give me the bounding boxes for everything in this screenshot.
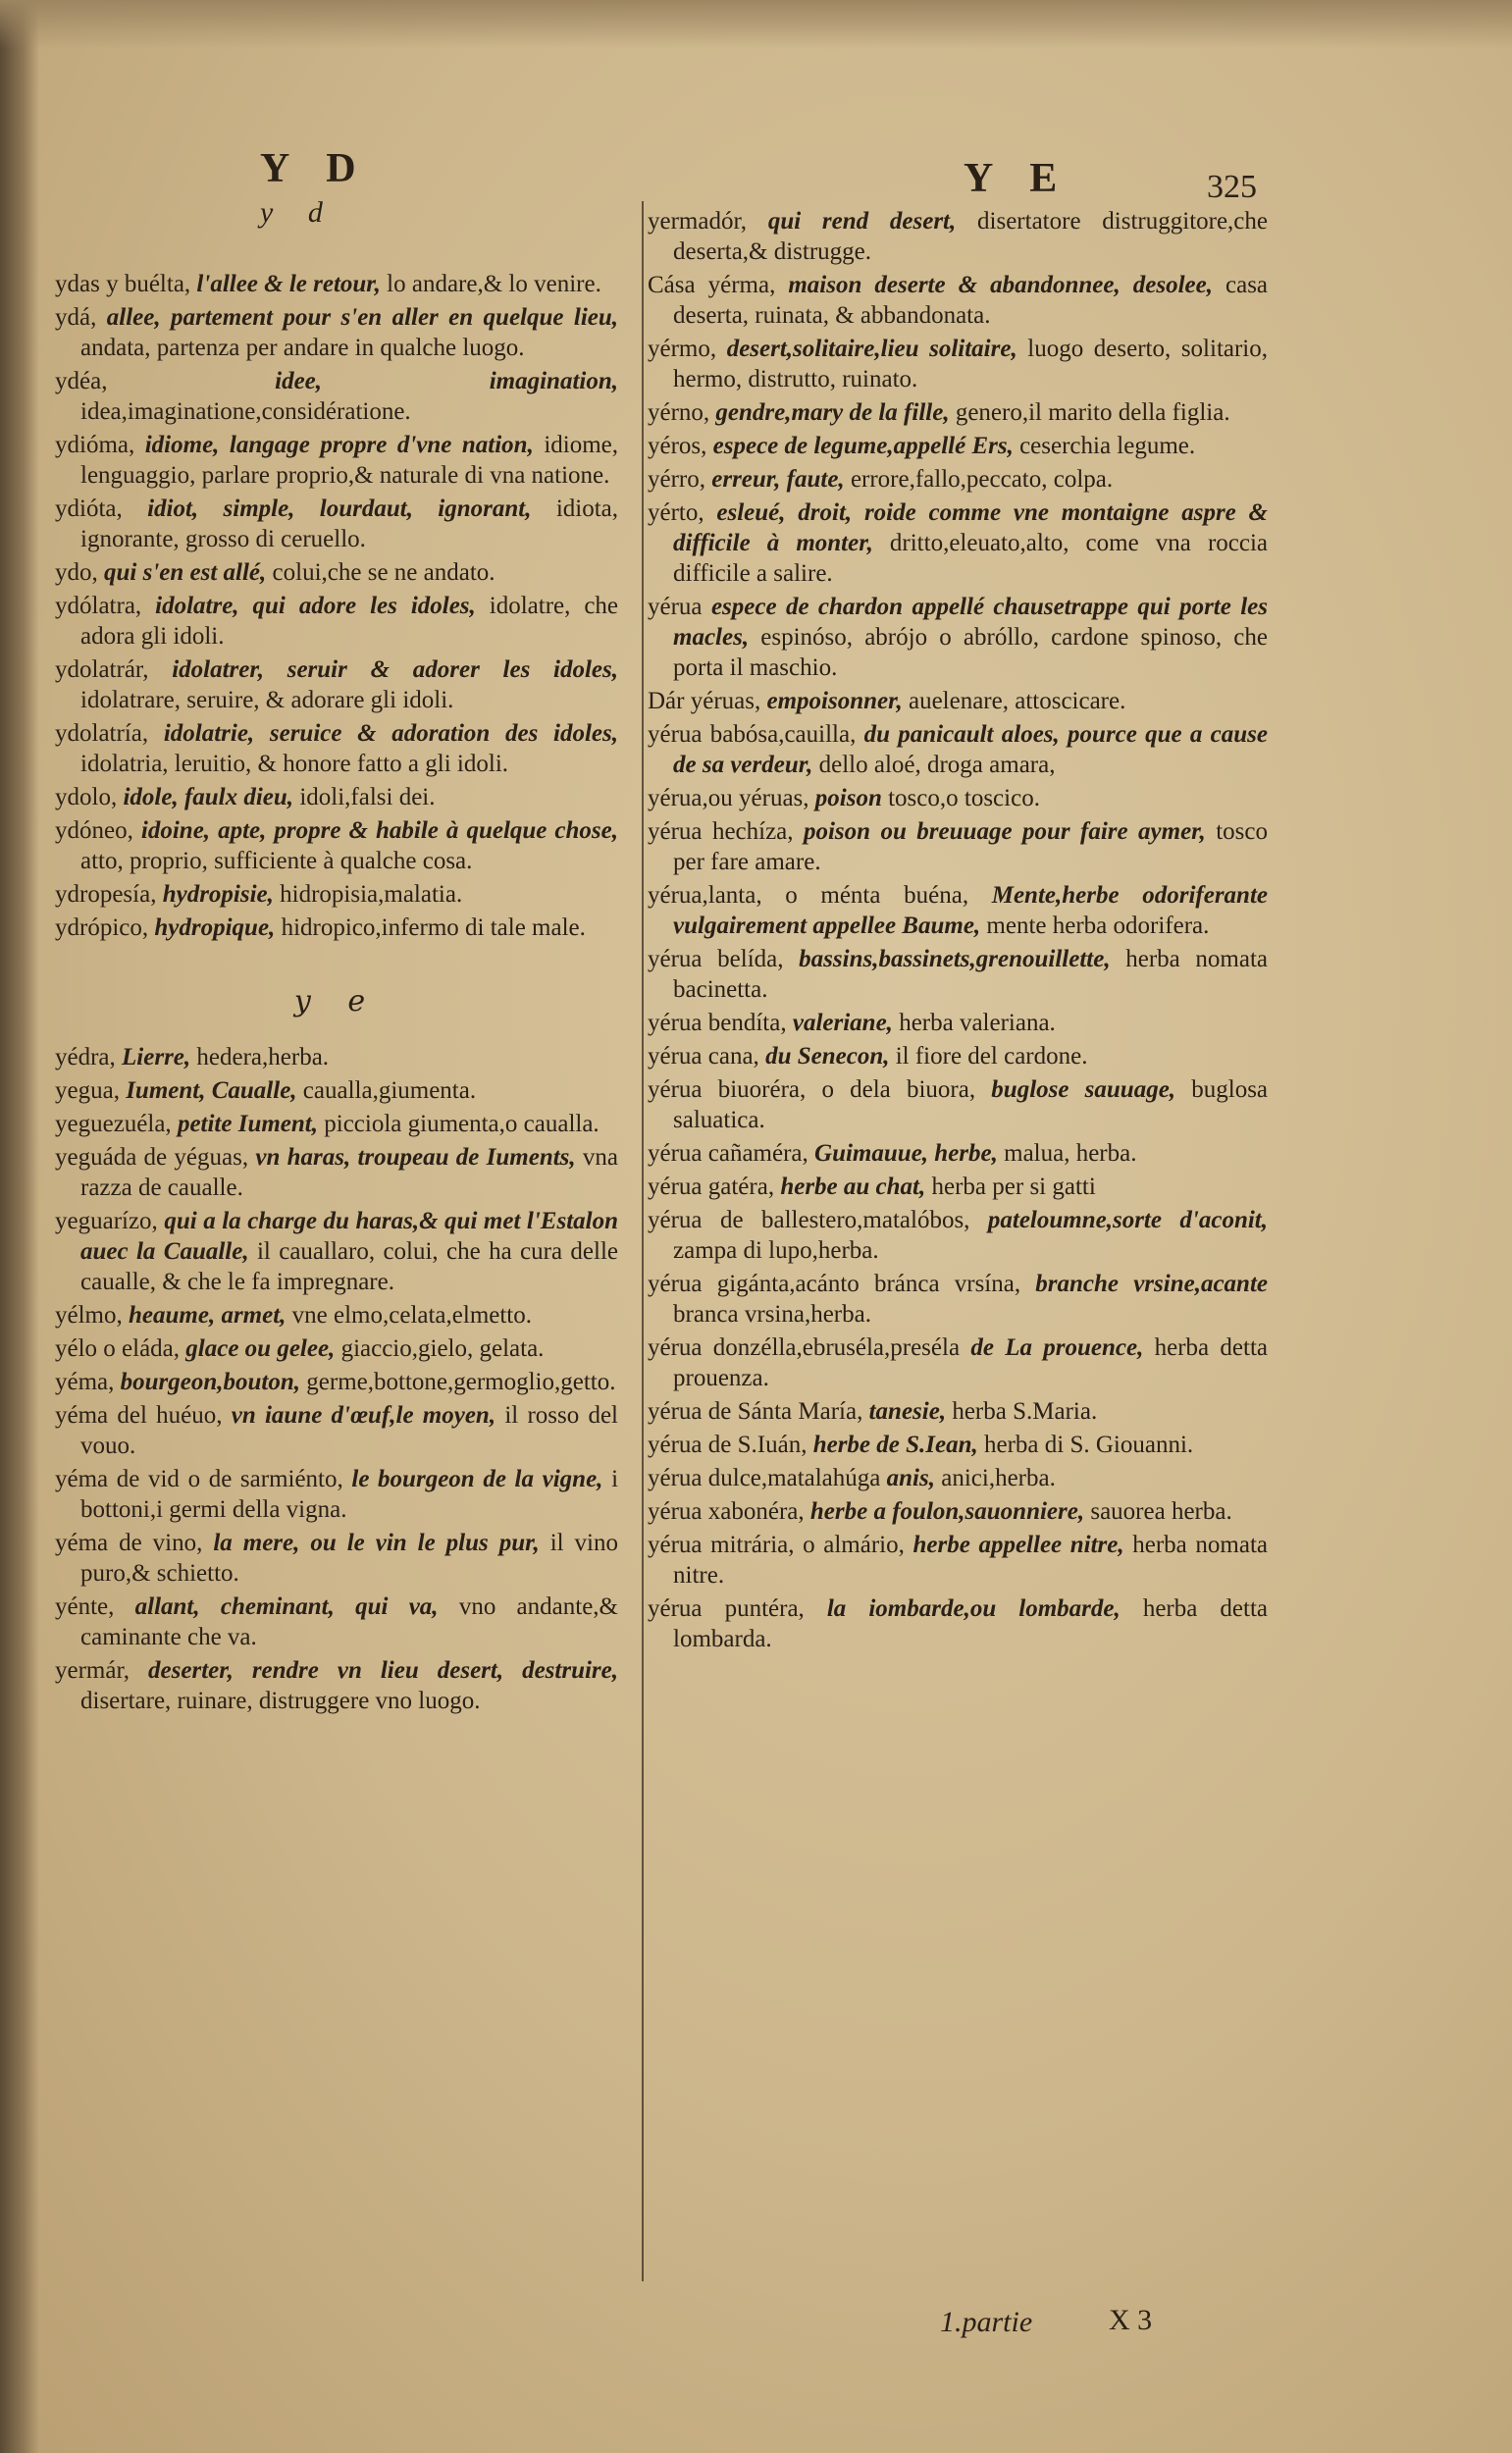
gloss-italian: tosco per fare amare.	[673, 818, 1269, 875]
headword-spanish: Dár yéruas,	[648, 688, 761, 714]
headword-spanish: yérua puntéra,	[648, 1595, 805, 1622]
dictionary-entry	[55, 1042, 618, 1072]
dictionary-entry	[648, 1041, 1268, 1071]
gloss-french: poison	[814, 785, 882, 811]
gloss-italian: atto, proprio, sufficiente à qualche cosa.	[80, 848, 473, 874]
gloss-french: Lierre,	[122, 1044, 191, 1070]
dictionary-entry	[55, 913, 618, 943]
headword-spanish: yermár,	[55, 1657, 130, 1684]
gloss-italian: buglosa saluatica.	[673, 1076, 1269, 1133]
headword-spanish: yérua cañaméra,	[648, 1140, 808, 1167]
gloss-italian: dritto,eleuato,alto, come vna roccia difficile a salire.	[673, 530, 1269, 587]
dictionary-entry	[648, 719, 1268, 780]
gloss-italian: tosco,o toscico.	[888, 785, 1040, 811]
dictionary-entry	[55, 1300, 618, 1331]
gloss-italian: idolatria, leruitio, & honore fatto a gli idoli.	[80, 751, 509, 777]
headword-spanish: yérua cana,	[648, 1043, 759, 1070]
dictionary-entry	[55, 1400, 618, 1461]
dictionary-entry	[648, 1269, 1268, 1330]
gloss-french: herbe appellee nitre,	[912, 1532, 1124, 1558]
headword-spanish: yermadór,	[648, 208, 748, 235]
gloss-italian: mente herba odorifera.	[986, 913, 1210, 939]
gloss-french: bourgeon,bouton,	[120, 1369, 301, 1395]
gloss-italian: auelenare, attoscicare.	[908, 688, 1126, 714]
headword-spanish: yérua biuoréra, o dela biuora,	[648, 1076, 976, 1103]
gloss-french: la mere, ou le vin le plus pur,	[213, 1530, 540, 1556]
dictionary-entry	[55, 782, 618, 812]
gloss-italian: il fiore del cardone.	[895, 1043, 1088, 1070]
gloss-french: empoisonner,	[766, 688, 903, 714]
headword-spanish: ydolo,	[55, 784, 118, 810]
headword-spanish: ydólatra,	[55, 593, 142, 619]
gloss-french: Mente,herbe odoriferante vulgairement appellee Baume,	[673, 882, 1268, 939]
gloss-french: l'allee & le retour,	[196, 271, 381, 297]
gloss-italian: anici,herba.	[941, 1465, 1056, 1491]
gloss-french: hydropique,	[154, 914, 276, 941]
gloss-french: qui s'en est allé,	[104, 559, 267, 586]
gloss-french: poison ou breuuage pour faire aymer,	[803, 818, 1206, 845]
headword-spanish: yéma de vid o de sarmiénto,	[55, 1466, 343, 1492]
gloss-italian: il cauallaro, colui, che ha cura delle caualle, & che le fa impregnare.	[80, 1238, 619, 1295]
gloss-italian: hidropico,infermo di tale male.	[281, 914, 586, 941]
dictionary-entry	[648, 880, 1268, 941]
gloss-italian: idea,imaginatione,considératione.	[80, 398, 411, 425]
gloss-french: idiome, langage propre d'vne nation,	[144, 432, 534, 458]
dictionary-entry	[648, 1496, 1268, 1527]
headword-spanish: ydolatría,	[55, 720, 149, 747]
dictionary-entry	[55, 430, 618, 491]
gloss-french: idolatrer, seruir & adorer les idoles,	[172, 656, 618, 683]
dictionary-entry	[55, 1075, 618, 1106]
dictionary-entry	[55, 1206, 618, 1297]
signature-mark: 1.partie	[940, 2306, 1033, 2338]
entries-yd	[55, 269, 618, 943]
headword-spanish: yérua de ballestero,matalóbos,	[648, 1207, 970, 1233]
gloss-french: erreur, faute,	[711, 466, 845, 493]
dictionary-entry	[648, 497, 1268, 589]
dictionary-entry	[648, 1205, 1268, 1266]
gloss-italian: errore,fallo,peccato, colpa.	[850, 466, 1114, 493]
gloss-french: idole, faulx dieu,	[123, 784, 294, 810]
gloss-italian: hedera,herba.	[196, 1044, 330, 1070]
gloss-french: du panicault aloes, pource que a cause de sa verdeur,	[673, 721, 1268, 778]
headword-spanish: yéma del huéuo,	[55, 1402, 223, 1429]
gloss-italian: genero,il marito della figlia.	[955, 399, 1230, 426]
dictionary-entry	[55, 557, 618, 588]
dictionary-entry	[55, 879, 618, 910]
gloss-french: buglose sauuage,	[991, 1076, 1176, 1103]
gloss-french: herbe au chat,	[780, 1174, 926, 1200]
headword-spanish: yeguáda de yéguas,	[55, 1144, 249, 1171]
gloss-french: idee, imagination,	[275, 368, 618, 394]
gloss-french: idolatre, qui adore les idoles,	[155, 593, 476, 619]
headword-spanish: yérmo,	[648, 336, 717, 362]
gloss-italian: andata, partenza per andare in qualche luogo.	[80, 335, 525, 361]
dictionary-entry	[648, 783, 1268, 813]
gloss-italian: colui,che se ne andato.	[272, 559, 495, 586]
gloss-italian: picciola giumenta,o caualla.	[324, 1111, 600, 1137]
headword-spanish: yérua de Sánta María,	[648, 1398, 863, 1425]
gloss-french: esleué, droit, roide comme vne montaigne aspre & difficile à monter,	[673, 499, 1269, 556]
gloss-french: le bourgeon de la vigne,	[351, 1466, 603, 1492]
dictionary-entry	[648, 944, 1268, 1005]
gloss-italian: espinóso, abrójo o abróllo, cardone spinoso, che porta il maschio.	[673, 624, 1269, 681]
dictionary-entry	[55, 815, 618, 876]
dictionary-entry	[648, 206, 1268, 267]
gloss-french: espece de chardon appellé chausetrappe qui porte les macles,	[673, 594, 1269, 651]
dictionary-entry	[648, 1008, 1268, 1038]
gloss-italian: idoli,falsi dei.	[299, 784, 436, 810]
dictionary-entry	[648, 1138, 1268, 1169]
headword-spanish: yeguarízo,	[55, 1208, 158, 1234]
gloss-french: desert,solitaire,lieu solitaire,	[726, 336, 1017, 362]
gloss-french: qui rend desert,	[767, 208, 957, 235]
dictionary-entry	[648, 686, 1268, 716]
dictionary-entry	[648, 1430, 1268, 1460]
headword-spanish: yélmo,	[55, 1302, 123, 1329]
headword-spanish: yéma de vino,	[55, 1530, 203, 1556]
headword-spanish: Cása yérma,	[648, 272, 776, 298]
gloss-italian: sauorea herba.	[1090, 1498, 1232, 1525]
headword-spanish: ydolatrár,	[55, 656, 149, 683]
dictionary-entry	[648, 464, 1268, 495]
headword-spanish: yeguezuéla,	[55, 1111, 172, 1137]
dictionary-entry	[55, 1367, 618, 1397]
dictionary-entry	[55, 1655, 618, 1716]
gloss-italian: zampa di lupo,herba.	[673, 1237, 879, 1264]
gloss-french: deserter, rendre vn lieu desert, destruire,	[148, 1657, 619, 1684]
page-gutter-shadow	[0, 0, 39, 2453]
gloss-italian: vno andante,& caminante che va.	[80, 1593, 618, 1650]
headword-spanish: ydropesía,	[55, 881, 157, 908]
dictionary-entry	[55, 1464, 618, 1525]
gloss-italian: herba nomata nitre.	[673, 1532, 1268, 1589]
dictionary-entry	[55, 494, 618, 554]
gloss-italian: vna razza de caualle.	[80, 1144, 619, 1201]
gloss-french: herbe de S.Iean,	[812, 1432, 978, 1458]
gloss-italian: herba detta prouenza.	[673, 1334, 1269, 1391]
dictionary-entry	[648, 816, 1268, 877]
gloss-french: de La prouence,	[970, 1334, 1144, 1361]
gloss-italian: idolatre, che adora gli idoli.	[80, 593, 619, 650]
headword-spanish: yénte,	[55, 1593, 115, 1620]
headword-spanish: yérua hechíza,	[648, 818, 794, 845]
dictionary-entry	[648, 592, 1268, 683]
dictionary-entry	[55, 1528, 618, 1589]
gloss-italian: disertatore distruggitore,che deserta,& distrugge.	[673, 208, 1268, 265]
left-column	[55, 269, 618, 1719]
dictionary-entry	[648, 1593, 1268, 1654]
dictionary-entry	[648, 1172, 1268, 1202]
dictionary-entry	[648, 334, 1268, 394]
headword-spanish: yéros,	[648, 433, 707, 459]
gloss-french: idoine, apte, propre & habile à quelque chose,	[140, 817, 618, 844]
page-top-shadow	[0, 0, 1512, 49]
headword-spanish: yérua de S.Iuán,	[648, 1432, 808, 1458]
dictionary-entry	[55, 302, 618, 363]
entries-ye	[55, 1042, 618, 1716]
headword-spanish: yérua mitrária, o almário,	[648, 1532, 905, 1558]
gloss-italian: vne elmo,celata,elmetto.	[291, 1302, 533, 1329]
gloss-italian: herba nomata bacinetta.	[673, 946, 1269, 1003]
dictionary-entry	[55, 654, 618, 715]
gloss-italian: germe,bottone,germoglio,getto.	[306, 1369, 616, 1395]
dictionary-entry	[648, 1074, 1268, 1135]
gloss-french: petite Iument,	[177, 1111, 318, 1137]
headword-spanish: ydéa,	[55, 368, 108, 394]
dictionary-entry	[648, 1396, 1268, 1427]
gloss-french: la iombarde,ou lombarde,	[826, 1595, 1121, 1622]
headword-spanish: yédra,	[55, 1044, 116, 1070]
dictionary-entry	[648, 1332, 1268, 1393]
headword-spanish: ydóneo,	[55, 817, 133, 844]
headword-spanish: ydióma,	[55, 432, 135, 458]
dictionary-entry	[648, 431, 1268, 461]
right-running-head: Y E	[964, 156, 1071, 201]
dictionary-entry	[55, 591, 618, 652]
gloss-italian: idiome, lenguaggio, parlare proprio,& naturale di vna natione.	[80, 432, 618, 489]
gloss-italian: lo andare,& lo venire.	[387, 271, 601, 297]
gloss-italian: il rosso del vouo.	[80, 1402, 619, 1459]
headword-spanish: yérto,	[648, 499, 704, 526]
left-running-head: Y D	[260, 146, 370, 191]
section-ye-label: y e	[293, 984, 380, 1018]
gloss-italian: hidropisia,malatia.	[280, 881, 463, 908]
gloss-italian: idolatrare, seruire, & adorare gli idoli.	[80, 687, 454, 713]
gloss-french: valeriane,	[792, 1010, 893, 1036]
dictionary-entry	[55, 718, 618, 779]
gloss-italian: disertare, ruinare, distruggere vno luogo.	[80, 1688, 481, 1714]
gloss-french: vn iaune d'œuf,le moyen,	[231, 1402, 496, 1429]
column-divider	[642, 201, 644, 2281]
headword-spanish: yérua,lanta, o ménta buéna,	[648, 882, 969, 909]
gloss-french: idiot, simple, lourdaut, ignorant,	[147, 496, 532, 522]
dictionary-entry	[55, 366, 618, 427]
headword-spanish: yérua dulce,matalahúga	[648, 1465, 881, 1491]
gloss-italian: herba detta lombarda.	[673, 1595, 1268, 1652]
headword-spanish: yérua	[648, 594, 703, 620]
gloss-french: pateloumne,sorte d'aconit,	[987, 1207, 1268, 1233]
headword-spanish: yérro,	[648, 466, 705, 493]
gloss-french: hydropisie,	[162, 881, 274, 908]
headword-spanish: ydrópico,	[55, 914, 149, 941]
gloss-french: maison deserte & abandonnee, desolee,	[788, 272, 1213, 298]
gloss-french: allee, partement pour s'en aller en quelque lieu,	[106, 304, 619, 331]
headword-spanish: yérua xabonéra,	[648, 1498, 805, 1525]
headword-spanish: ydióta,	[55, 496, 123, 522]
gloss-french: herbe a foulon,sauonniere,	[809, 1498, 1085, 1525]
headword-spanish: yegua,	[55, 1077, 120, 1104]
gloss-french: allant, cheminant, qui va,	[134, 1593, 439, 1620]
dictionary-entry	[55, 1333, 618, 1364]
gloss-italian: ceserchia legume.	[1019, 433, 1196, 459]
gloss-italian: herba S.Maria.	[952, 1398, 1098, 1425]
page-number: 325	[1207, 169, 1257, 205]
gloss-italian: il vino puro,& schietto.	[80, 1530, 618, 1587]
dictionary-entry	[648, 397, 1268, 428]
gloss-italian: dello aloé, droga amara,	[818, 752, 1056, 778]
headword-spanish: yérua gatéra,	[648, 1174, 775, 1200]
headword-spanish: yérua belída,	[648, 946, 784, 972]
gloss-french: espece de legume,appellé Ers,	[712, 433, 1014, 459]
gloss-french: qui a la charge du haras,& qui met l'Estalon auec la Caualle,	[80, 1208, 619, 1265]
dictionary-entry	[55, 1142, 618, 1203]
gathering-mark: X 3	[1109, 2304, 1153, 2336]
headword-spanish: yérua,ou yéruas,	[648, 785, 809, 811]
gloss-french: anis,	[886, 1465, 935, 1491]
gloss-french: Guimauue, herbe,	[814, 1140, 998, 1167]
gloss-french: vn haras, troupeau de Iuments,	[255, 1144, 576, 1171]
gloss-italian: casa deserta, ruinata, & abbandonata.	[673, 272, 1269, 329]
gloss-french: du Senecon,	[765, 1043, 890, 1070]
gloss-french: gendre,mary de la fille,	[715, 399, 950, 426]
gloss-french: bassins,bassinets,grenouillette,	[799, 946, 1111, 972]
headword-spanish: yérua donzélla,ebruséla,preséla	[648, 1334, 961, 1361]
left-section-label: y d	[260, 196, 337, 229]
headword-spanish: yérno,	[648, 399, 710, 426]
headword-spanish: ydo,	[55, 559, 98, 586]
right-column	[648, 206, 1268, 1657]
gloss-french: heaume, armet,	[129, 1302, 287, 1329]
gloss-french: Iument, Caualle,	[126, 1077, 297, 1104]
gloss-italian: herba valeriana.	[899, 1010, 1056, 1036]
gloss-italian: branca vrsina,herba.	[673, 1301, 871, 1328]
gloss-french: idolatrie, seruice & adoration des idoles,	[163, 720, 619, 747]
dictionary-entry	[648, 1463, 1268, 1493]
headword-spanish: ydá,	[55, 304, 97, 331]
headword-spanish: yérua gigánta,acánto bránca vrsína,	[648, 1271, 1021, 1297]
gloss-italian: malua, herba.	[1004, 1140, 1137, 1167]
dictionary-entry	[648, 1530, 1268, 1591]
gloss-italian: luogo deserto, solitario, hermo, distrutto, ruinato.	[673, 336, 1269, 392]
headword-spanish: yélo o eláda,	[55, 1335, 181, 1362]
headword-spanish: yérua babósa,cauilla,	[648, 721, 857, 748]
gloss-french: branche vrsine,acante	[1035, 1271, 1269, 1297]
dictionary-entry	[55, 1592, 618, 1652]
headword-spanish: ydas y buélta,	[55, 271, 191, 297]
gloss-italian: i bottoni,i germi della vigna.	[80, 1466, 619, 1523]
gloss-italian: caualla,giumenta.	[302, 1077, 477, 1104]
gloss-italian: herba per si gatti	[931, 1174, 1096, 1200]
dictionary-entry	[55, 1109, 618, 1139]
headword-spanish: yéma,	[55, 1369, 115, 1395]
gloss-french: tanesie,	[868, 1398, 947, 1425]
gloss-italian: herba di S. Giouanni.	[984, 1432, 1194, 1458]
gloss-italian: idiota, ignorante, grosso di ceruello.	[80, 496, 619, 552]
dictionary-entry	[55, 269, 618, 299]
dictionary-entry	[648, 270, 1268, 331]
gloss-italian: giaccio,gielo, gelata.	[340, 1335, 545, 1362]
gloss-french: glace ou gelee,	[185, 1335, 336, 1362]
headword-spanish: yérua bendíta,	[648, 1010, 787, 1036]
